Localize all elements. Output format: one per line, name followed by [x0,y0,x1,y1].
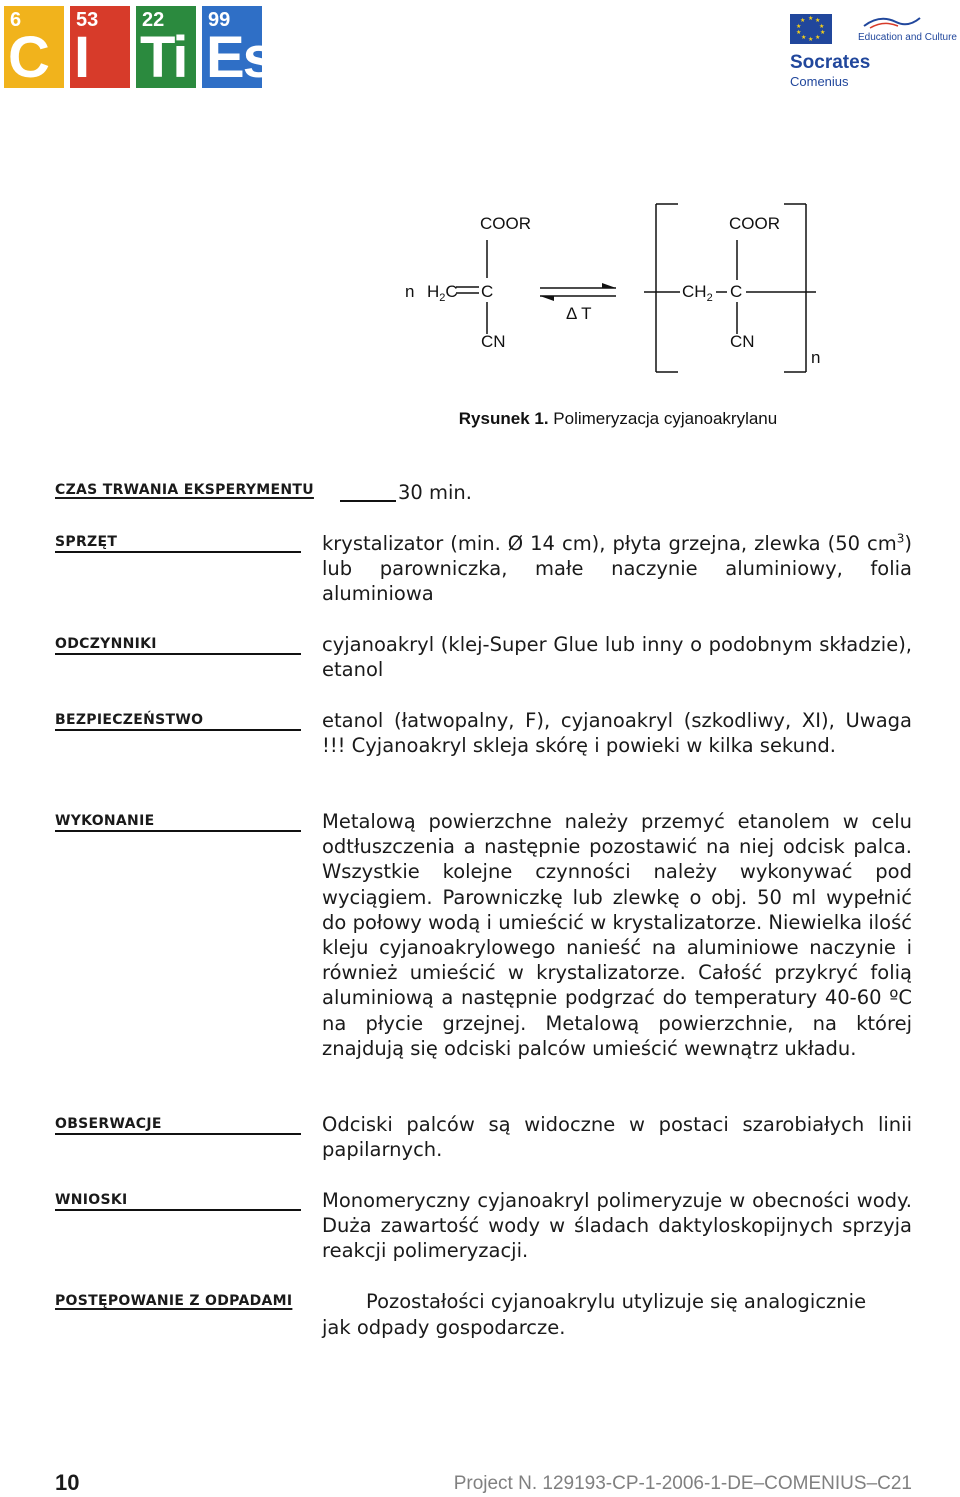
section-text-sprzet [322,531,912,607]
section-label-odpady: POSTĘPOWANIE Z ODPADAMI [55,1293,293,1309]
comenius-text: Comenius [790,74,849,89]
logo-tile-number: 6 [10,9,22,31]
section-text-odpady-first: Pozostałości cyjanoakrylu utylizuje się analogicznie [366,1290,867,1313]
logo-tile-symbol: I [74,25,89,90]
section-label-wykonanie: WYKONANIE [55,813,155,829]
cn-group-right: CN [730,332,755,351]
delta-t-label: Δ T [566,304,592,323]
logo-tile [202,6,273,90]
sprzet-text-b: ) lub parowniczka, małe naczynie aluminiowy, folia aluminiowa [322,532,912,606]
logo-tile [136,6,196,88]
sprzet-superscript: 3 [896,531,905,546]
coor-group-left: COOR [480,214,531,233]
eu-flag-icon: ★ ★ ★ ★ ★ ★ ★ ★ ★ ★ [790,14,832,44]
socrates-text: Socrates [790,52,871,73]
section-underline [55,830,301,832]
logo-tile-number: 22 [142,9,165,31]
duration-underline [340,500,396,502]
polymer-subscript: 2 [706,292,713,304]
monomer-formula [427,282,458,302]
logo-tile [4,6,64,88]
section-underline [55,1133,301,1135]
logo-tile-symbol: Ti [140,25,187,90]
section-underline [55,653,301,655]
education-culture-icon [862,12,922,30]
cities-logo [4,6,273,90]
coor-group-right: COOR [729,214,780,233]
section-underline [55,729,301,731]
repeat-n: n [811,348,821,367]
figure-caption-label: Rysunek 1. [458,409,549,428]
section-text-wykonanie: Metalową powierzchne należy przemyć etanolem w celu odtłuszczenia a następnie pozostawić na niej odcisk palca. Wszystkie kolejne czynności należy wykonywać pod wyciągiem. Parowniczkę lub zlewkę o obj. 50 ml wypełnić do połowy wodą i umieścić w krystalizatorze. Niewielka ilość kleju cyjanoakrylowego nanieść na aluminiowe naczynie i również umieścić w krystalizatorze. Całość przykryć folią aluminiową a następnie podgrzać do temperatury 40-60 ºC na płycie grzejnej. Metalową powierzchnie, na której znajdują się odciski palców umieścić wewnątrz układu. [322,810,912,1060]
sprzet-text-a: krystalizator (min. Ø 14 cm), płyta grzejna, zlewka (50 cm [322,532,897,555]
logo-tile [70,6,130,88]
section-label-bezpieczenstwo: BEZPIECZEŃSTWO [55,712,204,728]
figure-caption-text: Polimeryzacja cyjanoakrylanu [553,409,778,428]
education-culture-text: Education and Culture [858,32,957,43]
cn-group-left: CN [481,332,506,351]
section-label-sprzet: SPRZĘT [55,534,118,550]
monomer-h: H [427,282,440,301]
figure-caption [0,409,960,429]
polymer-ch: CH [682,282,707,301]
logo-tile-number: 99 [208,9,231,31]
section-label-odczynniki: ODCZYNNIKI [55,636,157,652]
logo-tile-number: 53 [76,9,99,31]
page-number: 10 [55,1470,80,1495]
logo-tile-symbol: C [8,25,48,90]
socrates-logo [786,6,956,92]
section-label-obserwacje: OBSERWACJE [55,1116,162,1132]
monomer-subscript: 2 [439,292,446,304]
section-text-bezpieczenstwo: etanol (łatwopalny, F), cyjanoakryl (szkodliwy, XI), Uwaga !!! Cyjanoakryl skleja skórę i powieki w kilka sekund. [322,709,912,758]
section-underline [55,1209,301,1211]
section-text-obserwacje: Odciski palców są widoczne w postaci szarobiałych linii papilarnych. [322,1113,912,1162]
monomer-c2: C [481,282,494,301]
duration-value: 30 min. [398,481,472,504]
monomer-c1: C [445,282,458,301]
logo-tile-symbol: Es [206,25,273,90]
project-reference: Project N. 129193-CP-1-2006-1-DE–COMENIUS–C21 [453,1473,912,1494]
polymer-c: C [730,282,743,301]
section-text-odczynniki: cyjanoakryl (klej-Super Glue lub inny o podobnym składzie), etanol [322,633,912,682]
section-text-odpady-rest: jak odpady gospodarcze. [322,1316,566,1339]
section-label-wnioski: WNIOSKI [55,1192,128,1208]
reaction-scheme [380,196,840,386]
section-underline [55,551,301,553]
polymer-ch2 [682,282,713,302]
coefficient-n: n [405,282,415,301]
duration-label: CZAS TRWANIA EKSPERYMENTU [55,482,314,498]
section-text-wnioski: Monomeryczny cyjanoakryl polimeryzuje w obecności wody. Duża zawartość wody w śladach daktyloskopijnych sprzyja reakcji polimeryzacji. [322,1189,912,1263]
